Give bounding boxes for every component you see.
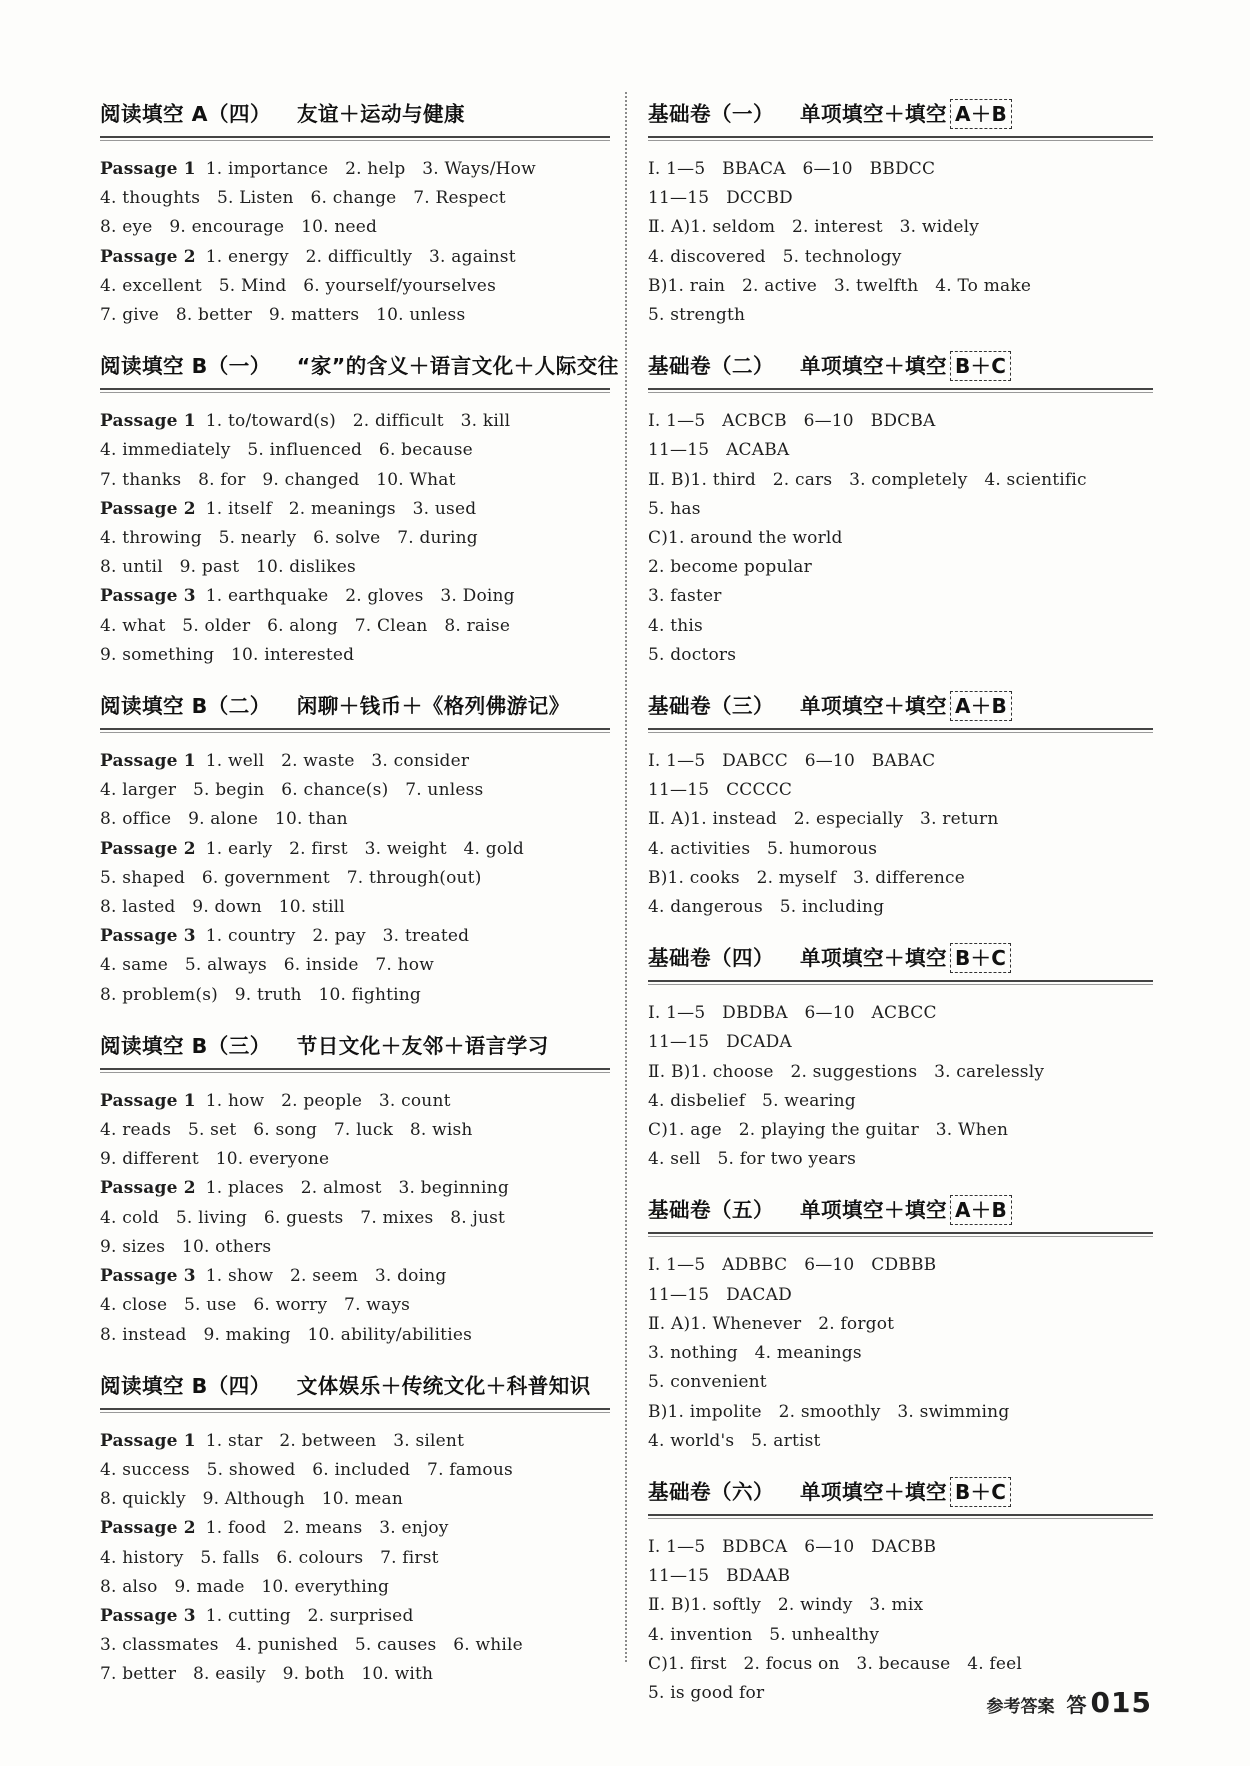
answer-text: 4. thoughts 5. Listen 6. change 7. Respect bbox=[100, 188, 506, 209]
answer-text: 5. is good for bbox=[648, 1682, 765, 1703]
answer-line bbox=[648, 553, 1153, 582]
section-topic: 闲聊＋钱币＋《格列佛游记》 bbox=[296, 694, 570, 719]
answer-section bbox=[648, 1474, 1153, 1708]
answer-text: 1. star 2. between 3. silent bbox=[205, 1430, 465, 1451]
answer-section bbox=[100, 96, 610, 330]
answer-line bbox=[648, 805, 1153, 834]
passage-label: Passage 2 bbox=[100, 246, 196, 267]
passage-label: Passage 1 bbox=[100, 1090, 196, 1111]
passage-label: Passage 2 bbox=[100, 1518, 196, 1539]
answer-line bbox=[100, 582, 610, 611]
answer-text: 2. become popular bbox=[648, 557, 812, 578]
answer-section bbox=[100, 348, 619, 670]
answer-line bbox=[100, 184, 610, 213]
answer-text: 11—15 DACAD bbox=[648, 1284, 792, 1305]
section-rule bbox=[648, 136, 1153, 141]
passage-label: Passage 2 bbox=[100, 838, 196, 859]
answer-text: 4. cold 5. living 6. guests 7. mixes 8. just bbox=[100, 1207, 506, 1228]
answer-text: 4. discovered 5. technology bbox=[648, 246, 902, 267]
answer-text: B)1. rain 2. active 3. twelfth 4. To make bbox=[648, 275, 1032, 296]
answer-text: 1. well 2. waste 3. consider bbox=[205, 751, 470, 772]
page-number: 015 bbox=[1090, 1686, 1152, 1719]
answer-text: 4. immediately 5. influenced 6. because bbox=[100, 440, 473, 461]
answer-line bbox=[648, 301, 1153, 330]
section-title: 基础卷（四） bbox=[648, 946, 774, 971]
answer-line bbox=[100, 864, 610, 893]
section-topic: 单项填空＋填空 bbox=[800, 946, 947, 971]
section-rule bbox=[648, 1232, 1153, 1237]
answer-text: 9. something 10. interested bbox=[100, 644, 355, 665]
answer-line bbox=[648, 1368, 1153, 1397]
answer-text: 1. show 2. seem 3. doing bbox=[205, 1266, 447, 1287]
answer-section bbox=[648, 1192, 1153, 1455]
answer-text: 11—15 DCCBD bbox=[648, 188, 793, 209]
answer-text: 4. disbelief 5. wearing bbox=[648, 1090, 856, 1111]
answer-line bbox=[648, 1591, 1153, 1620]
answer-text: 11—15 ACABA bbox=[648, 440, 790, 461]
passage-label: Passage 3 bbox=[100, 926, 196, 947]
answer-text: 8. lasted 9. down 10. still bbox=[100, 897, 345, 918]
answer-line bbox=[100, 1204, 610, 1233]
answer-line bbox=[100, 951, 610, 980]
passage-label: Passage 3 bbox=[100, 586, 196, 607]
answer-text: 4. sell 5. for two years bbox=[648, 1149, 857, 1170]
answer-text: 4. same 5. always 6. inside 7. how bbox=[100, 955, 434, 976]
answer-line bbox=[100, 1544, 610, 1573]
column-divider bbox=[625, 92, 627, 1662]
answer-text: Ⅰ. 1—5 DBDBA 6—10 ACBCC bbox=[648, 1003, 937, 1024]
answer-line bbox=[648, 1116, 1153, 1145]
passage-label: Passage 1 bbox=[100, 1430, 196, 1451]
answer-line bbox=[100, 835, 610, 864]
answer-text: Ⅰ. 1—5 BDBCA 6—10 DACBB bbox=[648, 1536, 937, 1557]
answer-line bbox=[648, 213, 1153, 242]
left-column bbox=[100, 96, 619, 1708]
answer-line bbox=[648, 1310, 1153, 1339]
answer-line bbox=[100, 1321, 610, 1350]
answer-line bbox=[100, 1485, 610, 1514]
section-title: 基础卷（五） bbox=[648, 1198, 774, 1223]
answer-text: 1. importance 2. help 3. Ways/How bbox=[205, 159, 536, 179]
answer-section bbox=[100, 688, 610, 1010]
section-heading bbox=[100, 1368, 610, 1404]
answer-line bbox=[648, 1398, 1153, 1427]
answer-line bbox=[648, 1650, 1153, 1679]
section-heading bbox=[100, 96, 610, 132]
answer-section bbox=[648, 688, 1153, 922]
answer-text: B)1. impolite 2. smoothly 3. swimming bbox=[648, 1401, 1010, 1422]
answer-line bbox=[100, 155, 610, 184]
answer-text: 11—15 DCADA bbox=[648, 1032, 792, 1053]
section-topic: 友谊＋运动与健康 bbox=[297, 102, 466, 126]
right-column bbox=[648, 96, 1153, 1726]
answer-text: Ⅱ. B)1. softly 2. windy 3. mix bbox=[648, 1595, 924, 1616]
answer-line bbox=[100, 301, 610, 330]
answer-text: 4. this bbox=[648, 615, 703, 636]
answer-line bbox=[648, 407, 1153, 436]
answer-text: 5. has bbox=[648, 498, 701, 519]
section-topic: 节日文化＋友邻＋语言学习 bbox=[296, 1033, 549, 1058]
answer-line bbox=[100, 893, 610, 922]
answer-text: 5. shaped 6. government 7. through(out) bbox=[100, 867, 482, 888]
answer-line bbox=[648, 466, 1153, 495]
answer-text: 8. until 9. past 10. dislikes bbox=[100, 557, 356, 578]
section-level-tag: B＋C bbox=[950, 1477, 1011, 1507]
answer-line bbox=[100, 776, 610, 805]
answer-line bbox=[648, 747, 1153, 776]
answer-line bbox=[100, 612, 610, 641]
section-rule bbox=[648, 388, 1153, 393]
answer-text: Ⅰ. 1—5 BBACA 6—10 BBDCC bbox=[648, 159, 936, 179]
section-rule bbox=[648, 1514, 1153, 1519]
answer-text: Ⅱ. A)1. Whenever 2. forgot bbox=[648, 1313, 895, 1334]
answer-text: B)1. cooks 2. myself 3. difference bbox=[648, 867, 965, 888]
answer-line bbox=[100, 1573, 610, 1602]
answer-text: Ⅰ. 1—5 ACBCB 6—10 BDCBA bbox=[648, 411, 936, 432]
section-heading bbox=[648, 1192, 1153, 1228]
answer-text: Ⅱ. B)1. choose 2. suggestions 3. carelessly bbox=[648, 1061, 1045, 1082]
answer-line bbox=[100, 922, 610, 951]
answer-line bbox=[648, 1251, 1153, 1280]
section-level-tag: A＋B bbox=[950, 99, 1012, 129]
answer-line bbox=[648, 155, 1153, 184]
answer-section bbox=[100, 1028, 610, 1350]
answer-text: 1. places 2. almost 3. beginning bbox=[205, 1178, 509, 1199]
section-title: 阅读填空 B（二） bbox=[100, 694, 271, 719]
answer-section bbox=[648, 348, 1153, 670]
answer-text: 1. early 2. first 3. weight 4. gold bbox=[205, 838, 525, 859]
section-topic: “家”的含义＋语言文化＋人际交往 bbox=[296, 354, 619, 379]
answer-text: C)1. age 2. playing the guitar 3. When bbox=[648, 1120, 1009, 1141]
answer-line bbox=[100, 213, 610, 242]
section-rule bbox=[100, 728, 610, 733]
answer-line bbox=[100, 1291, 610, 1320]
answer-text: 1. itself 2. meanings 3. used bbox=[205, 498, 477, 519]
section-title: 基础卷（二） bbox=[648, 354, 774, 379]
answer-line bbox=[100, 1660, 610, 1689]
answer-line bbox=[648, 999, 1153, 1028]
answer-line bbox=[648, 835, 1153, 864]
section-title: 阅读填空 A（四） bbox=[100, 102, 272, 126]
answer-text: 4. activities 5. humorous bbox=[648, 838, 878, 859]
answer-line bbox=[100, 1456, 610, 1485]
answer-line bbox=[648, 1281, 1153, 1310]
answer-text: 9. sizes 10. others bbox=[100, 1236, 272, 1257]
answer-text: 9. different 10. everyone bbox=[100, 1149, 330, 1170]
answer-line bbox=[100, 407, 610, 436]
passage-label: Passage 3 bbox=[100, 1605, 196, 1626]
passage-label: Passage 1 bbox=[100, 411, 196, 432]
answer-line bbox=[648, 243, 1153, 272]
answer-line bbox=[100, 1514, 610, 1543]
footer-label: 参考答案 bbox=[986, 1697, 1055, 1717]
section-title: 基础卷（一） bbox=[648, 102, 774, 126]
section-heading bbox=[648, 1474, 1153, 1510]
answer-line bbox=[648, 1533, 1153, 1562]
answer-text: 4. dangerous 5. including bbox=[648, 897, 885, 918]
answer-text: 8. eye 9. encourage 10. need bbox=[100, 217, 378, 238]
answer-line bbox=[100, 641, 610, 670]
section-heading bbox=[648, 940, 1153, 976]
answer-line bbox=[100, 1087, 610, 1116]
answer-text: 4. larger 5. begin 6. chance(s) 7. unless bbox=[100, 780, 484, 801]
answer-text: 3. nothing 4. meanings bbox=[648, 1343, 862, 1364]
section-title: 阅读填空 B（一） bbox=[100, 354, 271, 379]
answer-text: C)1. around the world bbox=[648, 528, 843, 549]
answer-text: 4. reads 5. set 6. song 7. luck 8. wish bbox=[100, 1120, 473, 1141]
answer-line bbox=[648, 776, 1153, 805]
section-topic: 单项填空＋填空 bbox=[800, 102, 947, 126]
answer-line bbox=[648, 641, 1153, 670]
answer-text: Ⅱ. A)1. seldom 2. interest 3. widely bbox=[648, 217, 980, 238]
answer-line bbox=[100, 1602, 610, 1631]
answer-line bbox=[648, 1339, 1153, 1368]
answer-text: 4. invention 5. unhealthy bbox=[648, 1624, 880, 1645]
answer-text: 1. how 2. people 3. count bbox=[205, 1090, 451, 1111]
answer-line bbox=[100, 1262, 610, 1291]
answer-line bbox=[100, 747, 610, 776]
page-footer bbox=[987, 1686, 1152, 1719]
answer-line bbox=[648, 495, 1153, 524]
answer-text: Ⅱ. B)1. third 2. cars 3. completely 4. scientific bbox=[648, 469, 1087, 490]
answer-text: 11—15 BDAAB bbox=[648, 1566, 791, 1587]
section-title: 阅读填空 B（三） bbox=[100, 1033, 271, 1058]
passage-label: Passage 3 bbox=[100, 1266, 196, 1287]
answer-text: 8. office 9. alone 10. than bbox=[100, 809, 348, 830]
answer-line bbox=[648, 1145, 1153, 1174]
answer-text: 11—15 CCCCC bbox=[648, 780, 793, 801]
passage-label: Passage 1 bbox=[100, 159, 196, 179]
section-heading bbox=[648, 96, 1153, 132]
answer-line bbox=[100, 466, 610, 495]
answer-line bbox=[648, 524, 1153, 553]
section-topic: 单项填空＋填空 bbox=[800, 694, 947, 719]
answer-text: 4. success 5. showed 6. included 7. famous bbox=[100, 1459, 513, 1480]
answer-line bbox=[648, 272, 1153, 301]
answer-line bbox=[100, 524, 610, 553]
answer-section bbox=[648, 96, 1153, 330]
answer-text: 3. faster bbox=[648, 586, 722, 607]
answer-text: Ⅰ. 1—5 DABCC 6—10 BABAC bbox=[648, 751, 936, 772]
answer-text: 3. classmates 4. punished 5. causes 6. while bbox=[100, 1635, 523, 1656]
answer-text: 8. quickly 9. Although 10. mean bbox=[100, 1489, 404, 1510]
answer-text: 1. to/toward(s) 2. difficult 3. kill bbox=[205, 411, 511, 432]
answer-text: 5. doctors bbox=[648, 644, 737, 665]
section-topic: 单项填空＋填空 bbox=[800, 354, 947, 379]
answer-text: Ⅱ. A)1. instead 2. especially 3. return bbox=[648, 809, 999, 830]
section-rule bbox=[100, 1068, 610, 1073]
answer-line bbox=[648, 1621, 1153, 1650]
answer-line bbox=[100, 495, 610, 524]
section-rule bbox=[100, 1408, 610, 1413]
answer-text: 7. thanks 8. for 9. changed 10. What bbox=[100, 469, 456, 490]
section-level-tag: A＋B bbox=[950, 691, 1012, 721]
answer-text: 4. what 5. older 6. along 7. Clean 8. raise bbox=[100, 615, 511, 636]
answer-line bbox=[100, 1233, 610, 1262]
answer-text: 1. energy 2. difficultly 3. against bbox=[205, 246, 516, 267]
answer-line bbox=[648, 1427, 1153, 1456]
answer-section bbox=[100, 1368, 610, 1690]
section-level-tag: A＋B bbox=[950, 1195, 1012, 1225]
passage-label: Passage 1 bbox=[100, 751, 196, 772]
answer-text: 7. give 8. better 9. matters 10. unless bbox=[100, 305, 466, 326]
answer-line bbox=[100, 1427, 610, 1456]
answer-line bbox=[648, 184, 1153, 213]
answer-line bbox=[648, 893, 1153, 922]
answer-section bbox=[648, 940, 1153, 1174]
answer-line bbox=[648, 612, 1153, 641]
section-rule bbox=[100, 136, 610, 141]
answer-text: 5. convenient bbox=[648, 1372, 767, 1393]
answer-line bbox=[648, 1058, 1153, 1087]
answer-text: 5. strength bbox=[648, 305, 746, 326]
passage-label: Passage 2 bbox=[100, 498, 196, 519]
answer-line bbox=[648, 1087, 1153, 1116]
section-topic: 单项填空＋填空 bbox=[800, 1479, 947, 1504]
section-rule bbox=[100, 388, 610, 393]
answer-text: Ⅰ. 1—5 ADBBC 6—10 CDBBB bbox=[648, 1255, 937, 1276]
answer-text: 8. instead 9. making 10. ability/abilities bbox=[100, 1324, 473, 1345]
answer-text: 8. problem(s) 9. truth 10. fighting bbox=[100, 984, 421, 1005]
section-title: 基础卷（三） bbox=[648, 694, 774, 719]
answer-text: 4. world's 5. artist bbox=[648, 1430, 821, 1451]
answer-line bbox=[100, 1174, 610, 1203]
answer-text: 1. earthquake 2. gloves 3. Doing bbox=[205, 586, 515, 607]
answer-line bbox=[648, 864, 1153, 893]
answer-line bbox=[100, 243, 610, 272]
answer-line bbox=[100, 981, 610, 1010]
answer-text: C)1. first 2. focus on 3. because 4. feel bbox=[648, 1653, 1023, 1674]
section-topic: 文体娱乐＋传统文化＋科普知识 bbox=[296, 1373, 591, 1398]
answer-text: 4. history 5. falls 6. colours 7. first bbox=[100, 1547, 439, 1568]
answer-text: 1. country 2. pay 3. treated bbox=[205, 926, 470, 947]
section-heading bbox=[100, 688, 610, 724]
section-rule bbox=[648, 728, 1153, 733]
section-title: 阅读填空 B（四） bbox=[100, 1373, 271, 1398]
answer-text: 1. food 2. means 3. enjoy bbox=[205, 1518, 449, 1539]
answer-text: 4. throwing 5. nearly 6. solve 7. during bbox=[100, 528, 478, 549]
answer-text: 7. better 8. easily 9. both 10. with bbox=[100, 1664, 434, 1685]
section-heading bbox=[648, 688, 1153, 724]
answer-text: 4. close 5. use 6. worry 7. ways bbox=[100, 1295, 411, 1316]
answer-text: 4. excellent 5. Mind 6. yourself/yourselves bbox=[100, 275, 496, 296]
answer-line bbox=[100, 1631, 610, 1660]
section-topic: 单项填空＋填空 bbox=[800, 1198, 947, 1223]
section-heading bbox=[648, 348, 1153, 384]
answer-line bbox=[648, 582, 1153, 611]
answer-line bbox=[100, 1116, 610, 1145]
section-heading bbox=[100, 1028, 610, 1064]
answer-line bbox=[100, 1145, 610, 1174]
answer-line bbox=[648, 436, 1153, 465]
section-rule bbox=[648, 980, 1153, 985]
answer-line bbox=[100, 436, 610, 465]
section-title: 基础卷（六） bbox=[648, 1479, 774, 1504]
answer-text: 1. cutting 2. surprised bbox=[205, 1605, 414, 1626]
passage-label: Passage 2 bbox=[100, 1178, 196, 1199]
answer-text: 8. also 9. made 10. everything bbox=[100, 1576, 390, 1597]
answer-line bbox=[648, 1028, 1153, 1057]
section-heading bbox=[100, 348, 619, 384]
answer-line bbox=[100, 272, 610, 301]
answer-line bbox=[100, 805, 610, 834]
answer-line bbox=[100, 553, 610, 582]
section-level-tag: B＋C bbox=[950, 943, 1011, 973]
section-level-tag: B＋C bbox=[950, 351, 1011, 381]
footer-answer-char: 答 bbox=[1066, 1693, 1087, 1717]
answer-line bbox=[648, 1562, 1153, 1591]
